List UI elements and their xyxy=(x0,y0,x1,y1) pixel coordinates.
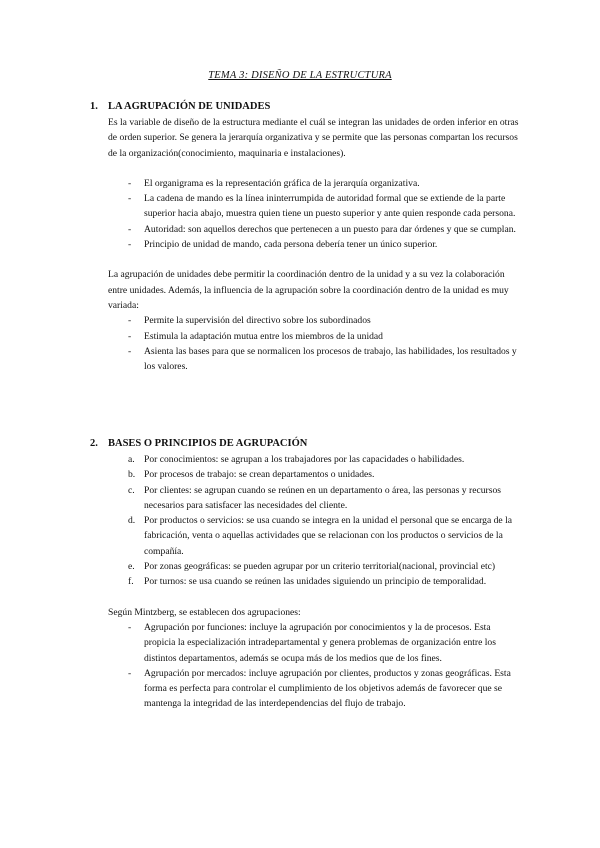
list-item: - Estimula la adaptación mutua entre los miembros de la unidad xyxy=(90,329,520,344)
mintzberg-bullets xyxy=(90,620,520,712)
dash-marker: - xyxy=(128,315,132,327)
list-item: e. Por zonas geográficas: se pueden agrupar por un criterio territorial(nacional, provincial etc) xyxy=(128,561,496,573)
list-item: b. Por procesos de trabajo: se crean departamentos o unidades. xyxy=(128,469,375,481)
dash-marker: - xyxy=(128,239,132,251)
list-item: - Asienta las bases para que se normalicen los procesos de trabajo, las habilidades, los resultados y los valores. xyxy=(128,345,517,373)
list-item: d. Por productos o servicios: se usa cuando se integra en la unidad el personal que se encarga de la fabricación, venta o aquellas actividades que se relacionan con los productos o servicios de la compañía. xyxy=(128,515,512,557)
list-item: c. Por clientes: se agrupan cuando se reúnen en un departamento o área, las personas y recursos necesarios para satisfacer las necesidades del cliente. xyxy=(128,484,501,511)
dash-marker: - xyxy=(128,177,132,189)
list-item: - El organigrama es la representación gráfica de la jerarquía organizativa. xyxy=(90,176,520,191)
list-item: - Autoridad: son aquellos derechos que pertenecen a un puesto para dar órdenes y que se cumplan. xyxy=(90,222,520,237)
section-1-paragraph-2: La agrupación de unidades debe permitir la coordinación dentro de la unidad y a su vez la colaboración entre unidades. Además, la influencia de la agrupación sobre la coordinación dentro de la unidad es muy variada: xyxy=(108,269,509,311)
list-item: - Principio de unidad de mando, cada persona debería tener un único superior. xyxy=(90,237,520,252)
section-2-lettered-list xyxy=(90,452,520,590)
section-2-title: BASES O PRINCIPIOS DE AGRUPACIÓN xyxy=(108,438,308,449)
section-1-title: LA AGRUPACIÓN DE UNIDADES xyxy=(108,101,271,112)
mintzberg-intro: Según Mintzberg, se establecen dos agrupaciones: xyxy=(108,606,301,618)
dash-marker: - xyxy=(128,345,132,357)
section-1-bullets-2 xyxy=(90,313,520,374)
list-item: - Agrupación por mercados: incluye agrupación por clientes, productos y zonas geográficas. Esta forma es perfecta para controlar el cumplimiento de los objetivos además de favorecer que se mantenga la integridad de las interdependencias del flujo de trabajo. xyxy=(128,667,511,710)
list-item: - La cadena de mando es la línea ininterrumpida de autoridad formal que se extiende de la parte superior hacia abajo, muestra quien tiene un puesto superior y ante quien responde cada persona. xyxy=(128,193,516,220)
section-1-intro: Es la variable de diseño de la estructura mediante el cuál se integran las unidades de orden inferior en otras de orden superior. Se genera la jerarquía organizativa y se permite que las personas compartan los recursos de la organización(conocimiento, maquinaria e instalaciones). xyxy=(108,117,519,159)
list-item: - Agrupación por funciones: incluye la agrupación por conocimientos y la de procesos. Esta propicia la especialización intradepartamental y genera problemas de organización entre los distintos departamentos, además se ocupa más de los medios que de los fines. xyxy=(128,621,496,664)
list-item: f. Por turnos: se usa cuando se reúnen las unidades siguiendo un principio de temporalidad. xyxy=(128,576,487,588)
dash-marker: - xyxy=(128,330,132,342)
list-item: - Permite la supervisión del directivo sobre los subordinados xyxy=(90,313,520,328)
dash-marker: - xyxy=(128,621,132,633)
section-2-heading xyxy=(90,437,520,451)
section-1-number: 1. xyxy=(90,101,98,112)
section-1-bullets xyxy=(90,176,520,252)
section-2-number: 2. xyxy=(90,438,98,449)
dash-marker: - xyxy=(128,667,132,679)
dash-marker: - xyxy=(128,223,132,235)
dash-marker: - xyxy=(128,193,132,205)
section-agrupacion-unidades xyxy=(90,100,520,374)
page-title: TEMA 3: DISEÑO DE LA ESTRUCTURA xyxy=(208,70,392,81)
list-item: a. Por conocimientos: se agrupan a los trabajadores por las capacidades o habilidades. xyxy=(128,454,465,465)
section-1-heading xyxy=(90,100,520,114)
section-bases-agrupacion xyxy=(90,437,520,712)
